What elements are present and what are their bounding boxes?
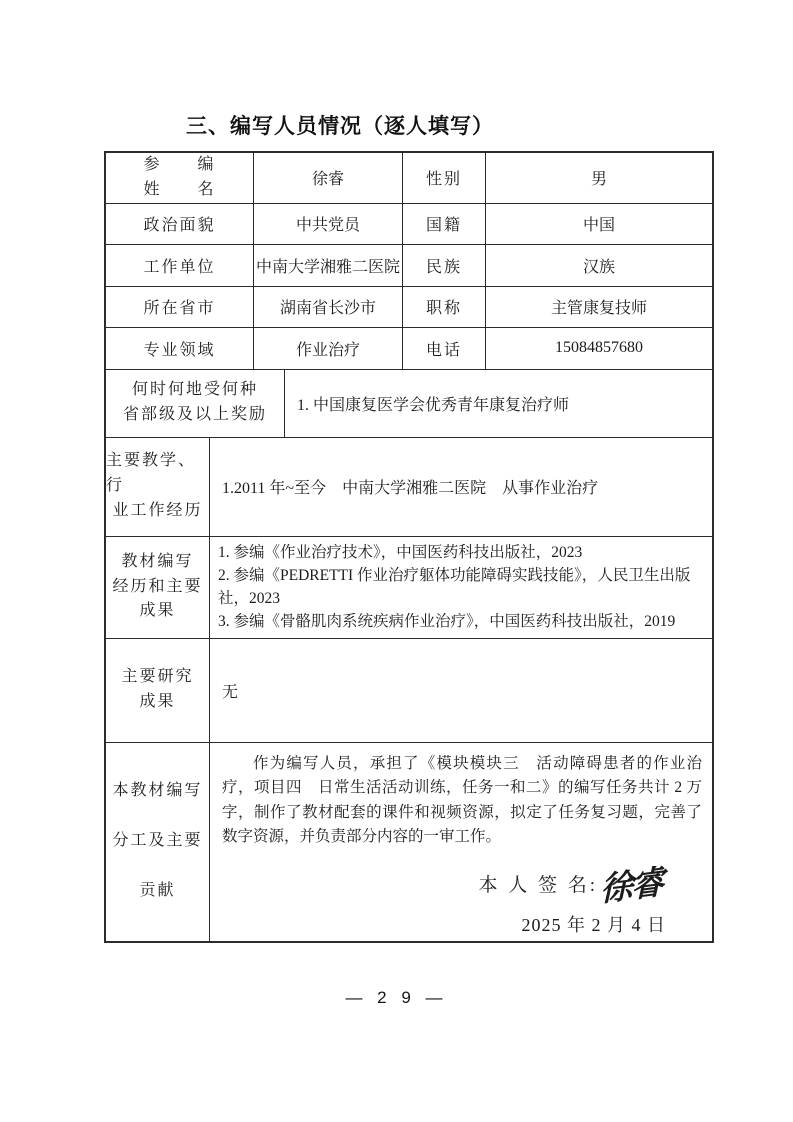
contribution-paragraph: 作为编写人员，承担了《模块模块三 活动障碍患者的作业治疗，项目四 日常生活活动训练，任务一和二》的编写任务共计 2 万字，制作了教材配套的课件和视频资源，拟定了任务复习题，完善了数字资源，并负责部分内容的一审工作。 (222, 754, 702, 846)
field-label-awards (106, 370, 285, 437)
signature-label: 本 人 签 名: (478, 874, 598, 896)
field-label-specialty: 专业领域 (106, 328, 254, 369)
page-number: — 2 9 — (345, 988, 448, 1007)
label-line: 分工及主要 (112, 832, 203, 850)
table-row (106, 743, 712, 941)
table-row (106, 639, 712, 743)
field-value-ethnicity: 汉族 (582, 258, 615, 276)
label-line: 本教材编写 (112, 782, 203, 800)
label-line: 贡献 (139, 881, 176, 899)
signature-row (222, 860, 702, 907)
field-label-political-status: 政治面貌 (106, 204, 254, 244)
signature-handwritten: 徐睿 (599, 864, 663, 909)
field-label-work-unit: 工作单位 (106, 245, 254, 286)
field-value-gender: 男 (590, 171, 607, 189)
field-label-province-city: 所在省市 (106, 287, 254, 327)
label-line: 经历和主要 (112, 577, 203, 595)
table-row (106, 438, 712, 537)
field-label-experience (106, 438, 210, 536)
label-line: 省部级及以上奖励 (122, 406, 267, 424)
label-line: 主要研究 (121, 668, 194, 686)
field-value-political-status: 中共党员 (254, 204, 403, 244)
field-value-nationality: 中国 (582, 217, 615, 235)
table-row (106, 153, 712, 204)
field-label-phone: 电话 (403, 328, 486, 369)
field-label-ethnicity: 民族 (403, 245, 486, 286)
field-label-gender: 性别 (403, 153, 486, 203)
field-value-compilation-history (210, 537, 712, 638)
field-value-province-city: 湖南省长沙市 (254, 287, 403, 327)
table-row (106, 328, 712, 370)
publication-item: 3. 参编《骨骼肌肉系统疾病作业治疗》，中国医药科技出版社，2019 (218, 613, 676, 631)
table-row (106, 370, 712, 438)
personnel-info-table (104, 151, 714, 943)
field-label-compilation-history (106, 537, 210, 638)
field-label-research (106, 639, 210, 742)
label-line: 姓 名 (143, 180, 216, 198)
field-value-professional-title: 主管康复技师 (550, 300, 647, 318)
field-label-nationality: 国籍 (403, 204, 486, 244)
label-line: 何时何地受何种 (131, 381, 258, 399)
label-line: 主要教学、行 (106, 452, 197, 495)
table-row (106, 245, 712, 287)
field-value-research: 无 (222, 683, 239, 701)
table-row (106, 204, 712, 245)
field-label-contribution (106, 743, 210, 941)
label-line: 业工作经历 (112, 501, 203, 519)
label-line: 参 编 (143, 156, 216, 173)
signature-date: 2025 年 2 月 4 日 (521, 914, 666, 935)
field-label-participant-name (106, 153, 254, 203)
table-row (106, 537, 712, 639)
field-value-work-unit: 中南大学湘雅二医院 (254, 245, 403, 286)
section-title: 三、编写人员情况（逐人填写） (186, 115, 494, 138)
field-value-contribution (210, 743, 712, 941)
field-value-awards: 1. 中国康复医学会优秀青年康复治疗师 (297, 396, 570, 414)
field-value-experience: 1.2011 年~至今 中南大学湘雅二医院 从事作业治疗 (222, 480, 599, 498)
publication-item: 1. 参编《作业治疗技术》，中国医药科技出版社，2023 (218, 543, 583, 561)
field-value-name: 徐睿 (254, 153, 403, 203)
table-row (106, 287, 712, 328)
field-value-phone: 15084857680 (555, 339, 643, 357)
field-label-professional-title: 职称 (403, 287, 486, 327)
label-line: 成果 (139, 602, 176, 620)
field-value-specialty: 作业治疗 (254, 328, 403, 369)
label-line: 成果 (139, 693, 176, 711)
publication-item: 2. 参编《PEDRETTI 作业治疗躯体功能障碍实践技能》，人民卫生出版社，2023 (218, 566, 691, 608)
label-line: 教材编写 (121, 552, 194, 570)
